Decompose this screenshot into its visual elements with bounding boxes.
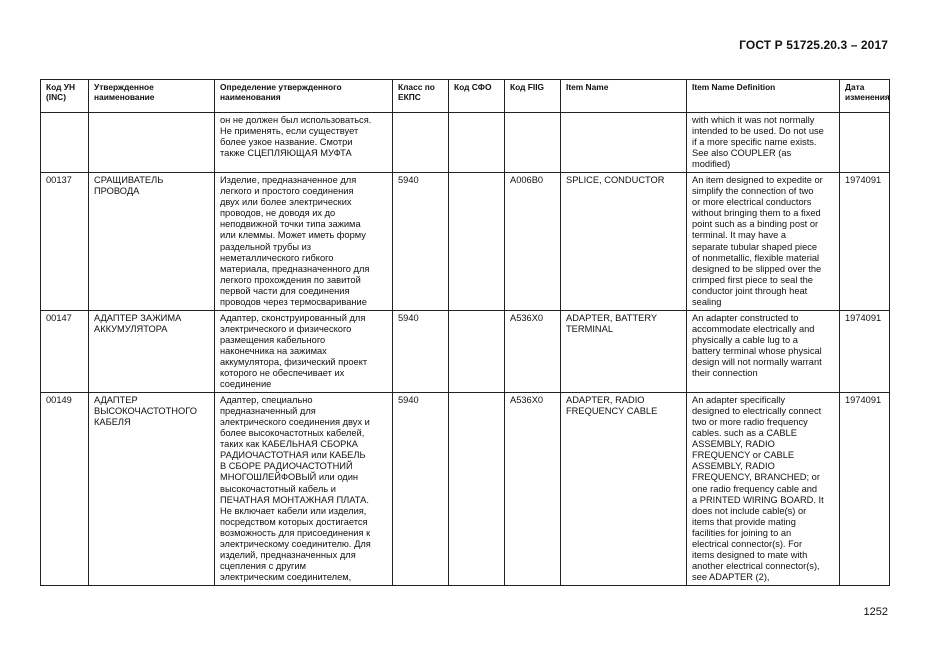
cell-definition-line: он не должен был использоваться.	[220, 115, 372, 125]
cell-definition-line: Не включает кабели или изделия,	[220, 505, 367, 516]
cell-fiig	[505, 113, 561, 173]
cell-item-definition-line: without bringing them to a fixed	[692, 208, 821, 219]
cell-definition-line: проводов через термосваривание	[220, 296, 367, 307]
cell-definition-line: сцепления с другим	[220, 560, 306, 571]
cell-approved-name-line: АККУМУЛЯТОРА	[94, 323, 168, 334]
cell-item-definition-line: two or more radio frequency	[692, 417, 808, 428]
cell-definition-line: посредством которых достигается	[220, 516, 368, 527]
cell-item-definition-line: facilities for joining to an	[692, 527, 792, 538]
cell-item-definition-line: accommodate electrically and	[692, 323, 815, 334]
cell-fiig: A536X0	[505, 393, 561, 586]
col-header-fiig: Код FIIG	[505, 80, 561, 113]
cell-definition-line: РАДИОЧАСТОТНАЯ или КАБЕЛЬ	[220, 450, 366, 461]
table-row	[41, 393, 890, 586]
cell-definition-line: МНОГОШЛЕЙФОВЫЙ или один	[220, 472, 359, 483]
cell-item-definition-line: intended to be used. Do not use	[692, 126, 824, 137]
cell-definition-line: электрического и физического	[220, 323, 352, 334]
cell-item-definition-line: An item designed to expedite or	[692, 175, 823, 186]
cell-definition-line: Адаптер, специально	[220, 395, 313, 406]
table-row	[41, 173, 890, 311]
cell-date: 1974091	[840, 393, 890, 586]
cell-item-definition-line: designed to be slipped over the	[692, 263, 822, 274]
col-header-approved-name: Утвержденное наименование	[89, 80, 215, 113]
cell-definition-line: наконечника на зажимах	[220, 345, 327, 356]
col-header-item-definition: Item Name Definition	[687, 80, 840, 113]
cell-approved-name-line: КАБЕЛЯ	[94, 417, 131, 428]
cell-item-definition-line: if a more specific name exists.	[692, 137, 817, 148]
cell-item-definition-line: cables. such as a CABLE	[692, 428, 797, 439]
cell-definition-line: более узкое название. Смотри	[220, 137, 353, 148]
cell-definition-line: электрическому соединителю. Для	[220, 538, 371, 549]
cell-item-name-line: TERMINAL	[566, 323, 614, 334]
cell-item-definition-line: electrical connector(s). For	[692, 538, 803, 549]
col-header-definition: Определение утвержденного наименования	[215, 80, 393, 113]
cell-item-definition-line: FREQUENCY or CABLE	[692, 450, 795, 461]
cell-item-definition-line: items that provide mating	[692, 516, 796, 527]
cell-definition-line: Адаптер, сконструированный для	[220, 312, 366, 323]
cell-definition-line: возможность для присоединения к	[220, 527, 371, 538]
cell-definition-line: соединение	[220, 379, 272, 390]
cell-inc	[41, 113, 89, 173]
cell-item-definition-line: of nonmetallic, flexible material	[692, 252, 820, 263]
cell-definition-line: размещения кабельного	[220, 334, 326, 345]
cell-item-definition-line: with which it was not normally	[692, 115, 815, 125]
cell-item-definition	[687, 113, 840, 173]
col-header-item-name: Item Name	[561, 80, 687, 113]
cell-item-definition-line: does not include cable(s) or	[692, 505, 807, 516]
cell-definition-line: В СБОРЕ РАДИОЧАСТОТНИЙ	[220, 461, 353, 472]
col-header-inc: Код УН (INC)	[41, 80, 89, 113]
cell-approved-name	[89, 113, 215, 173]
cell-definition-line: также СЦЕПЛЯЮЩАЯ МУФТА	[220, 148, 352, 159]
cell-definition-line: которого не обеспечивает их	[220, 368, 345, 379]
cell-item-definition-line: simplify the connection of two	[692, 186, 814, 197]
cell-date: 1974091	[840, 173, 890, 311]
cell-definition-line: электрическим соединителем,	[220, 571, 352, 582]
cell-item-definition-line: An adapter constructed to	[692, 312, 799, 323]
cell-sfo	[449, 393, 505, 586]
col-header-date: Дата изменения	[840, 80, 890, 113]
cell-definition-line: более высокочастотных кабелей,	[220, 428, 365, 439]
cell-definition-line: предназначенный для	[220, 406, 316, 417]
cell-class: 5940	[393, 393, 449, 586]
cell-definition	[215, 310, 393, 392]
cell-definition-line: аккумулятора, физический проект	[220, 356, 368, 367]
cell-sfo	[449, 173, 505, 311]
cell-approved-name	[89, 310, 215, 392]
cell-item-definition-line: modified)	[692, 159, 731, 170]
cell-item-definition-line: their connection	[692, 368, 758, 379]
cell-item-definition-line: An adapter specifically	[692, 395, 786, 406]
cell-definition	[215, 393, 393, 586]
cell-item-definition-line: point such as a binding post or	[692, 219, 819, 230]
cell-approved-name	[89, 173, 215, 311]
cell-item-definition-line: or more electrical conductors	[692, 197, 812, 208]
cell-approved-name-line: ВЫСОКОЧАСТОТНОГО	[94, 406, 197, 417]
cell-item-definition-line: battery terminal whose physical	[692, 345, 822, 356]
table-row	[41, 310, 890, 392]
cell-date	[840, 113, 890, 173]
cell-item-name-line: ADAPTER, RADIO	[566, 395, 645, 406]
cell-definition-line: раздельной трубы из	[220, 241, 312, 252]
cell-item-definition-line: items designed to mate with	[692, 549, 808, 560]
cell-approved-name-line: АДАПТЕР	[94, 395, 138, 406]
cell-definition-line: двух или более электрических	[220, 197, 352, 208]
cell-item-name	[561, 113, 687, 173]
cell-definition-line: ПЕЧАТНАЯ МОНТАЖНАЯ ПЛАТА.	[220, 494, 369, 505]
cell-sfo	[449, 113, 505, 173]
cell-class: 5940	[393, 310, 449, 392]
cell-item-definition	[687, 393, 840, 586]
cell-item-name	[561, 310, 687, 392]
cell-definition	[215, 173, 393, 311]
cell-item-definition-line: design will not normally warrant	[692, 356, 822, 367]
cell-definition-line: первой части для соединения	[220, 285, 350, 296]
cell-definition-line: неподвижной точки типа зажима	[220, 219, 361, 230]
cell-item-name-line: ADAPTER, BATTERY	[566, 312, 658, 323]
cell-item-definition-line: designed to electrically connect	[692, 406, 822, 417]
cell-item-definition-line: sealing	[692, 296, 722, 307]
cell-item-definition-line: one radio frequency cable and	[692, 483, 818, 494]
cell-definition-line: неметаллического гибкого	[220, 252, 334, 263]
cell-definition-line: легкого и простого соединения	[220, 186, 354, 197]
cell-class	[393, 113, 449, 173]
cell-item-definition-line: See also COUPLER (as	[692, 148, 792, 159]
page-number: 1252	[863, 606, 888, 618]
cell-definition-line: электрического соединения двух и	[220, 417, 370, 428]
cell-definition-line: Изделие, предназначенное для	[220, 175, 357, 186]
cell-definition-line: изделий, предназначенных для	[220, 549, 356, 560]
col-header-sfo: Код СФО	[449, 80, 505, 113]
cell-definition	[215, 113, 393, 173]
cell-item-definition-line: crimped first piece to seal the	[692, 274, 813, 285]
col-header-class: Класс по ЕКПС	[393, 80, 449, 113]
cell-item-name	[561, 173, 687, 311]
cell-approved-name-line: ПРОВОДА	[94, 186, 140, 197]
cell-approved-name	[89, 393, 215, 586]
cell-definition-line: проводов, не доводя их до	[220, 208, 336, 219]
cell-item-definition-line: terminal. It may have a	[692, 230, 787, 241]
cell-item-definition-line: conductor joint through heat	[692, 285, 808, 296]
cell-definition-line: таких как КАБЕЛЬНАЯ СБОРКА	[220, 439, 359, 450]
cell-definition-line: Не применять, если существует	[220, 126, 359, 137]
cell-item-definition-line: ASSEMBLY, RADIO	[692, 439, 775, 450]
cell-approved-name-line: АДАПТЕР ЗАЖИМА	[94, 312, 182, 323]
cell-fiig: A006B0	[505, 173, 561, 311]
classification-table	[40, 79, 890, 586]
cell-item-definition-line: a PRINTED WIRING BOARD. It	[692, 494, 824, 505]
cell-item-name-line: SPLICE, CONDUCTOR	[566, 175, 665, 186]
cell-item-definition-line: separate tubular shaped piece	[692, 241, 818, 252]
cell-item-definition-line: ASSEMBLY, RADIO	[692, 461, 775, 472]
cell-item-definition	[687, 173, 840, 311]
cell-item-definition	[687, 310, 840, 392]
cell-inc: 00147	[41, 310, 89, 392]
cell-definition-line: высокочастотный кабель и	[220, 483, 336, 494]
cell-fiig: A536X0	[505, 310, 561, 392]
cell-approved-name-line: СРАЩИВАТЕЛЬ	[94, 175, 164, 186]
cell-sfo	[449, 310, 505, 392]
cell-item-name-line: FREQUENCY CABLE	[566, 406, 658, 417]
cell-date: 1974091	[840, 310, 890, 392]
cell-class: 5940	[393, 173, 449, 311]
cell-definition-line: легкого прохождения по завитой	[220, 274, 361, 285]
cell-definition-line: или клеммы. Может иметь форму	[220, 230, 366, 241]
document-code: ГОСТ Р 51725.20.3 – 2017	[739, 38, 888, 52]
cell-item-name	[561, 393, 687, 586]
cell-inc: 00137	[41, 173, 89, 311]
cell-item-definition-line: see ADAPTER (2),	[692, 571, 770, 582]
table-header-row	[41, 80, 890, 113]
cell-item-definition-line: physically a cable lug to a	[692, 334, 798, 345]
cell-inc: 00149	[41, 393, 89, 586]
cell-definition-line: материала, предназначенного для	[220, 263, 370, 274]
cell-item-definition-line: another electrical connector(s),	[692, 560, 820, 571]
table-row	[41, 113, 890, 173]
cell-item-definition-line: FREQUENCY, BRANCHED; or	[692, 472, 820, 483]
